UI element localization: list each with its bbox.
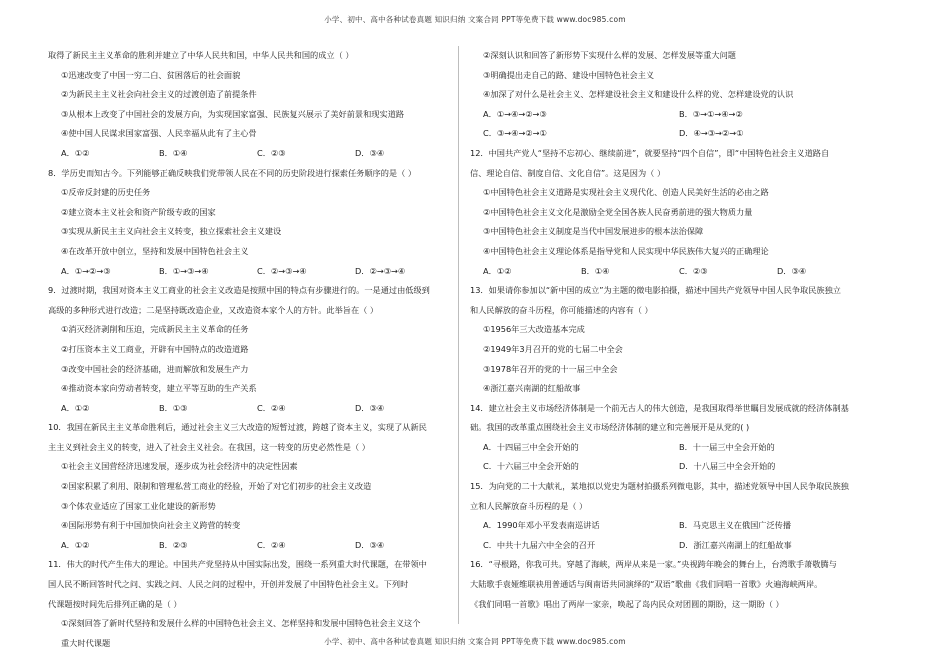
q12-item-2: ②中国特色社会主义文化是激励全党全国各族人民奋勇前进的强大物质力量: [483, 206, 753, 217]
q14-option-c[interactable]: C．十六届三中全会开始的: [483, 461, 579, 472]
column-divider: [458, 46, 459, 624]
q9-item-4: ④推动资本家向劳动者转变，建立平等互助的生产关系: [61, 383, 257, 394]
q8-item-2: ②建立资本主义社会和资产阶级专政的国家: [61, 206, 216, 217]
q9-item-3: ③改变中国社会的经济基础，进而解放和发展生产力: [61, 363, 249, 374]
q11-item-3: ③明确提出走自己的路、建设中国特色社会主义: [483, 69, 655, 80]
q8-option-d[interactable]: D．②→③→④: [355, 265, 406, 276]
right-column: [470, 46, 875, 614]
q14-option-d[interactable]: D．十八届三中全会开始的: [679, 461, 776, 472]
q10-stem-line-1: 10．我国在新民主主义革命胜利后，通过社会主义三大改造的短暂过渡，跨越了资本主义，实现了从新民: [48, 422, 427, 433]
q11-stem-line-3: 代课题按时间先后排列正确的是（ ）: [48, 598, 182, 609]
q11-options-row-1: [470, 105, 875, 125]
q10-item-4: ④国际形势有利于中国加快向社会主义跨营的转变: [61, 520, 241, 531]
q8-stem: 8．学历史而知古今。下列能够正确反映我们党带领人民在不同的历史阶段进行探索任务顺序的是（ ）: [48, 167, 417, 178]
q16-stem-line-2: 大陆歌手袁娅维联袂用普通话与闽南语共同演绎的“双语”歌曲《我们同唱一首歌》火遍海峡两岸。: [470, 579, 823, 590]
q7-item-4: ④使中国人民谋求国家富强、人民幸福从此有了主心骨: [61, 128, 257, 139]
q9-option-c[interactable]: C．②④: [257, 402, 286, 413]
q7-stem: 取得了新民主主义革命的胜利并建立了中华人民共和国，中华人民共和国的成立（ ）: [48, 50, 354, 60]
q13-stem-line-2: 和人民解放的奋斗历程，你可能描述的内容有（ ）: [470, 304, 653, 315]
left-column: [48, 46, 453, 653]
q10-option-d[interactable]: D．③④: [355, 539, 385, 550]
q7-options: [48, 144, 453, 164]
q14-option-b[interactable]: B．十一届三中全会开始的: [679, 441, 775, 452]
q13-item-3: ③1978年召开的党的十一届三中全会: [483, 363, 618, 374]
q11-options-row-2: [470, 124, 875, 144]
q12-stem-line-1: 12．中国共产党人“坚持不忘初心、继续前进”，就要坚持“四个自信”，即“中国特色社会主义道路自: [470, 147, 830, 158]
q12-options: [470, 262, 875, 282]
q12-item-4: ④中国特色社会主义理论体系是指导党和人民实现中华民族伟大复兴的正确理论: [483, 245, 769, 256]
q10-options: [48, 536, 453, 556]
q12-option-b[interactable]: B．①④: [581, 265, 610, 276]
q10-option-c[interactable]: C．②④: [257, 539, 286, 550]
q15-option-c[interactable]: C．中共十九届六中全会的召开: [483, 539, 596, 550]
q13-item-1: ①1956年三大改造基本完成: [483, 324, 585, 335]
q12-option-c[interactable]: C．②③: [679, 265, 708, 276]
q15-option-b[interactable]: B．马克思主义在俄国广泛传播: [679, 520, 792, 531]
q13-item-4: ④浙江嘉兴南湖的红船故事: [483, 383, 581, 394]
q11-item-2: ②深刻认识和回答了新形势下实现什么样的发展、怎样发展等重大问题: [483, 50, 736, 60]
q8-option-a[interactable]: A．①→②→③: [61, 265, 111, 276]
q9-option-a[interactable]: A．①②: [61, 402, 90, 413]
q7-option-b[interactable]: B．①④: [159, 147, 188, 158]
q11-option-b[interactable]: B．③→①→④→②: [679, 108, 743, 119]
q8-option-c[interactable]: C．②→③→④: [257, 265, 307, 276]
q11-item-4: ④加深了对什么是社会主义、怎样建设社会主义和建设什么样的党、怎样建设党的认识: [483, 89, 794, 100]
q12-item-3: ③中国特色社会主义制度是当代中国发展进步的根本法治保障: [483, 226, 704, 237]
q10-stem-line-2: 主主义到社会主义的转变，进入了社会主义社会。在我国，这一转变的历史必然性是（ ）: [48, 441, 370, 452]
q8-options: [48, 262, 453, 282]
q15-stem-line-1: 15．为向党的二十大献礼，某地拟以党史为题材拍摄系列微电影，其中，描述党领导中国人民争取民族独: [470, 481, 849, 492]
q15-option-a[interactable]: A．1990年邓小平发表南巡讲话: [483, 520, 600, 531]
q8-item-1: ①反帝反封建的历史任务: [61, 187, 151, 198]
q14-option-a[interactable]: A．十四届三中全会开始的: [483, 441, 579, 452]
q11-stem-line-1: 11．伟大的时代产生伟大的理论。中国共产党坚持从中国实际出发，围绕一系列重大时代课题，在带领中: [48, 559, 427, 570]
q11-stem-line-2: 国人民不断回答时代之问、实践之问、人民之问的过程中，开创并发展了中国特色社会主义。下列时: [48, 579, 409, 590]
q9-options: [48, 399, 453, 419]
q13-stem-line-1: 13．如果请你参加以“新中国的成立”为主题的微电影拍摄，描述中国共产党领导中国人民争取民族独立: [470, 285, 841, 296]
q7-item-2: ②为新民主主义社会向社会主义的过渡创造了前提条件: [61, 89, 257, 100]
q16-stem-line-3: 《我们同唱一首歌》唱出了两岸一家亲，唤起了岛内民众对团圆的期盼，这一期盼（ ）: [470, 598, 784, 609]
q11-item-1-line-2: 重大时代课题: [61, 637, 111, 648]
q8-option-b[interactable]: B．①→③→④: [159, 265, 209, 276]
q9-item-2: ②打压资本主义工商业，开辟有中国特点的改造道路: [61, 343, 249, 354]
q7-item-1: ①迅速改变了中国一穷二白、贫困落后的社会面貌: [61, 69, 241, 80]
q12-stem-line-2: 信、理论自信、制度自信、文化自信”。这是因为（ ）: [470, 167, 666, 178]
q8-item-3: ③实现从新民主主义向社会主义转变，独立探索社会主义建设: [61, 226, 282, 237]
q15-options-row-2: [470, 536, 875, 556]
q10-item-2: ②国家积累了利用、限制和管理私营工商业的经验，开始了对它们初步的社会主义改造: [61, 481, 372, 492]
q14-options-row-1: [470, 438, 875, 458]
q10-item-3: ③个体农业适应了国家工业化建设的新形势: [61, 500, 216, 511]
q7-item-3: ③从根本上改变了中国社会的发展方向，为实现国家富强、民族复兴展示了美好前景和现实道路: [61, 108, 405, 119]
q7-option-a[interactable]: A．①②: [61, 147, 90, 158]
q15-stem-line-2: 立和人民解放奋斗历程的是（ ）: [470, 500, 588, 511]
q10-option-b[interactable]: B．②③: [159, 539, 188, 550]
q12-option-d[interactable]: D．③④: [777, 265, 807, 276]
q10-item-1: ①社会主义国营经济迅速发展，逐步成为社会经济中的决定性因素: [61, 461, 298, 472]
page-header: 小学、初中、高中各种试卷真题 知识归纳 文案合同 PPT等免费下载 www.doc985.com: [324, 15, 626, 24]
q12-item-1: ①中国特色社会主义道路是实现社会主义现代化、创造人民美好生活的必由之路: [483, 187, 769, 198]
q9-option-b[interactable]: B．①③: [159, 402, 188, 413]
q10-option-a[interactable]: A．①②: [61, 539, 90, 550]
q15-option-d[interactable]: D．浙江嘉兴南湖上的红船故事: [679, 539, 792, 550]
q11-option-c[interactable]: C．③→④→②→①: [483, 128, 547, 139]
q14-options-row-2: [470, 457, 875, 477]
q11-option-d[interactable]: D．④→③→②→①: [679, 128, 744, 139]
q9-stem-line-1: 9．过渡时期，我国对资本主义工商业的社会主义改造是按照中国的特点有步骤进行的。一是通过由低级到: [48, 285, 430, 296]
q12-option-a[interactable]: A．①②: [483, 265, 512, 276]
q9-stem-line-2: 高级的多种形式进行改造；二是坚持既改造企业，又改造资本家个人的方针。此举旨在（ ）: [48, 304, 379, 315]
page-footer: 小学、初中、高中各种试卷真题 知识归纳 文案合同 PPT等免费下载 www.doc985.com: [324, 637, 626, 646]
q16-stem-line-1: 16．“寻根路，你我可共。穿越了海峡，两岸从来是一家。”央视跨年晚会的舞台上，台湾歌手萧敬腾与: [470, 559, 837, 570]
q7-option-c[interactable]: C．②③: [257, 147, 286, 158]
q11-option-a[interactable]: A．①→④→②→③: [483, 108, 547, 119]
q13-item-2: ②1949年3月召开的党的七届二中全会: [483, 343, 623, 354]
q15-options-row-1: [470, 516, 875, 536]
q14-stem-line-1: 14．建立社会主义市场经济体制是一个前无古人的伟大创造，是我国取得举世瞩目发展成就的经济体制基: [470, 402, 849, 413]
q11-item-1-line-1: ①深刻回答了新时代坚持和发展什么样的中国特色社会主义、怎样坚持和发展中国特色社会主义这个: [61, 618, 421, 629]
q14-stem-line-2: 础。我国的改革重点围绕社会主义市场经济体制的建立和完善展开是从党的( ): [470, 422, 750, 433]
q7-option-d[interactable]: D．③④: [355, 147, 385, 158]
q9-option-d[interactable]: D．③④: [355, 402, 385, 413]
q8-item-4: ④在改革开放中创立，坚持和发展中国特色社会主义: [61, 245, 249, 256]
q9-item-1: ①消灭经济剥削和压迫，完成新民主主义革命的任务: [61, 324, 249, 335]
